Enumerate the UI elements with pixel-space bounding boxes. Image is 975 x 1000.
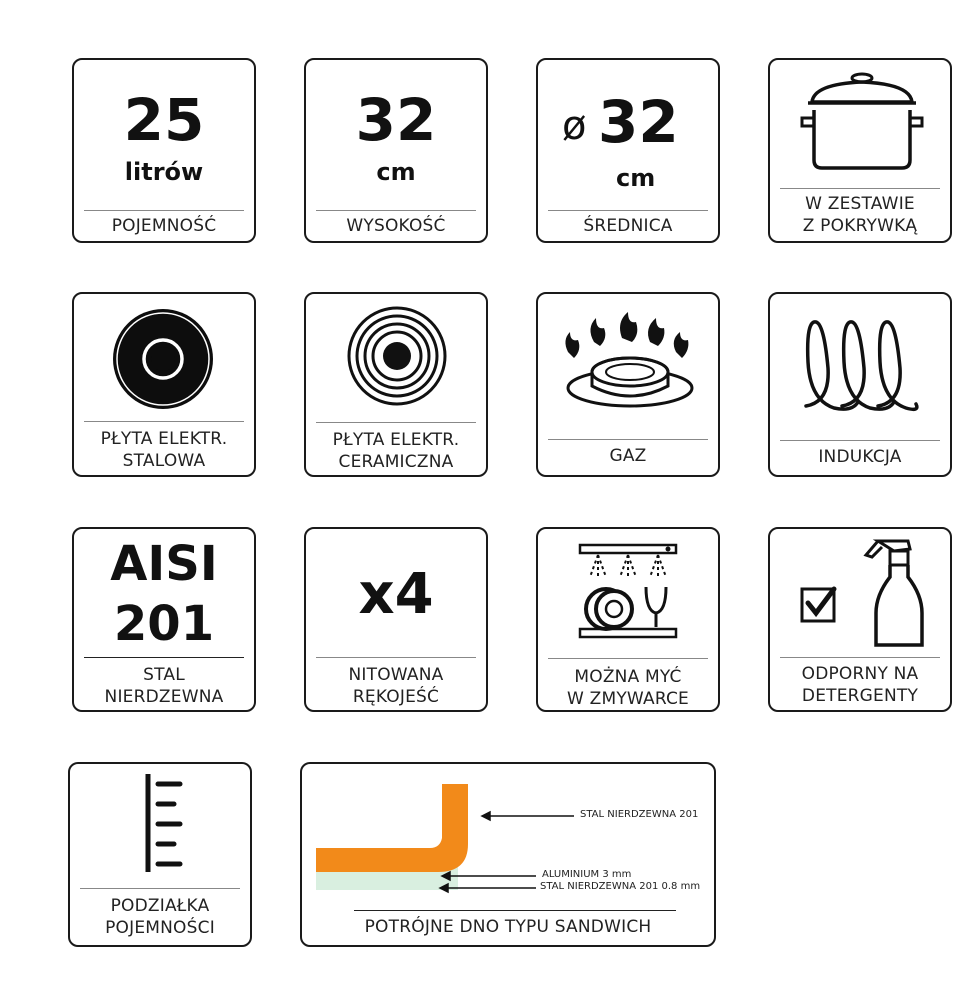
- dishwasher-label-line2: W ZMYWARCE: [567, 689, 689, 709]
- induction-tile: [768, 292, 952, 477]
- gas-tile: [536, 292, 720, 477]
- aisi-tile: [72, 527, 256, 712]
- diameter-symbol: ø: [562, 103, 587, 149]
- aisi-label-line1: STAL: [143, 665, 185, 685]
- divider: [316, 210, 476, 211]
- aisi-label-line2: NIERDZEWNA: [104, 687, 224, 707]
- capacity-tile: [72, 58, 256, 243]
- divider: [780, 188, 940, 189]
- height-unit: cm: [376, 158, 416, 186]
- ceramic-hob-label-line1: PŁYTA ELEKTR.: [332, 430, 460, 450]
- spray-bottle-icon: [858, 533, 948, 653]
- scale-label-line2: POJEMNOŚCI: [105, 918, 215, 938]
- dishwasher-tile: [536, 527, 720, 712]
- divider: [316, 422, 476, 423]
- measuring-scale-icon: [70, 764, 254, 884]
- steel-hob-label-line1: PŁYTA ELEKTR.: [100, 429, 228, 449]
- steel-hob-tile: [72, 292, 256, 477]
- sandwich-tile: [300, 762, 716, 947]
- diameter-label: ŚREDNICA: [583, 216, 673, 236]
- height-tile: [304, 58, 488, 243]
- lid-label-line2: Z POKRYWKĄ: [802, 216, 918, 236]
- gas-burner-icon: [538, 294, 722, 434]
- handles-label-line1: NITOWANA: [348, 665, 444, 685]
- induction-coil-icon: [770, 294, 954, 434]
- divider: [780, 657, 940, 658]
- divider: [316, 657, 476, 658]
- sandwich-layer-mid: ALUMINIUM 3 mm: [542, 869, 632, 880]
- capacity-value: 25: [123, 86, 205, 154]
- divider: [84, 657, 244, 658]
- handles-value: x4: [358, 562, 434, 627]
- aisi-line1: AISI: [110, 536, 218, 592]
- capacity-label: POJEMNOŚĆ: [111, 216, 217, 236]
- scale-label-line1: PODZIAŁKA: [110, 896, 210, 916]
- divider: [548, 658, 708, 659]
- detergent-label-line1: ODPORNY NA: [801, 664, 919, 684]
- scale-tile: [68, 762, 252, 947]
- ceramic-hob-tile: [304, 292, 488, 477]
- handles-tile: [304, 527, 488, 712]
- detergent-tile: [768, 527, 952, 712]
- sandwich-layer-bottom: STAL NIERDZEWNA 201 0.8 mm: [540, 881, 701, 892]
- sandwich-layer-top: STAL NIERDZEWNA 201: [580, 809, 699, 820]
- diameter-unit: cm: [616, 164, 656, 192]
- detergent-label-line2: DETERGENTY: [801, 686, 919, 706]
- divider: [354, 910, 676, 911]
- divider: [548, 210, 708, 211]
- diameter-value: 32: [598, 88, 679, 156]
- checkbox-checked-icon: [800, 587, 840, 627]
- induction-label: INDUKCJA: [818, 447, 902, 467]
- height-label: WYSOKOŚĆ: [346, 216, 446, 236]
- divider: [80, 888, 240, 889]
- aisi-line2: 201: [113, 596, 215, 652]
- dishwasher-icon: [538, 529, 722, 649]
- sandwich-label: POTRÓJNE DNO TYPU SANDWICH: [364, 917, 652, 937]
- handles-label-line2: RĘKOJEŚĆ: [352, 687, 440, 707]
- capacity-unit: litrów: [124, 158, 204, 186]
- divider: [84, 210, 244, 211]
- ceramic-hotplate-icon: [306, 294, 490, 414]
- gas-label: GAZ: [609, 446, 647, 466]
- steel-hotplate-icon: [74, 294, 258, 414]
- dishwasher-label-line1: MOŻNA MYĆ: [574, 667, 682, 687]
- divider: [548, 439, 708, 440]
- lid-tile: [768, 58, 952, 243]
- height-value: 32: [355, 86, 437, 154]
- divider: [84, 421, 244, 422]
- diameter-tile: [536, 58, 720, 243]
- lid-label-line1: W ZESTAWIE: [805, 194, 915, 214]
- divider: [780, 440, 940, 441]
- steel-hob-label-line2: STALOWA: [122, 451, 206, 471]
- ceramic-hob-label-line2: CERAMICZNA: [338, 452, 454, 472]
- pot-with-lid-icon: [770, 60, 954, 180]
